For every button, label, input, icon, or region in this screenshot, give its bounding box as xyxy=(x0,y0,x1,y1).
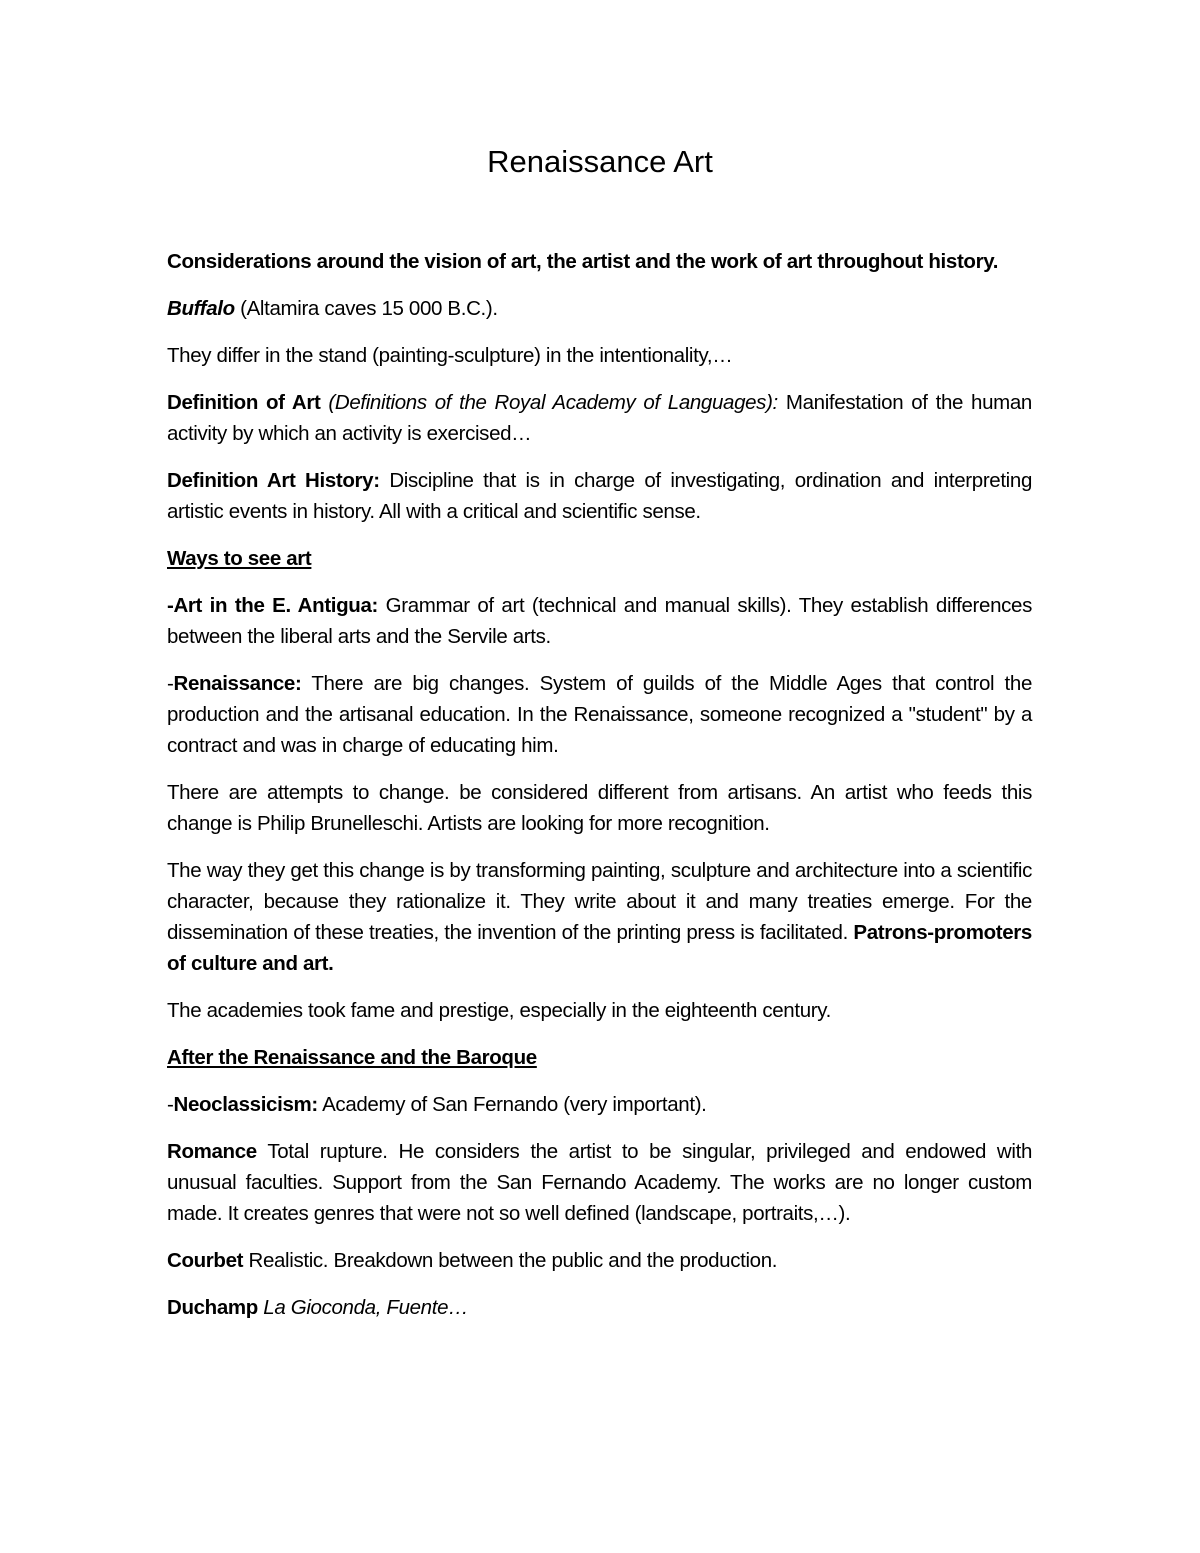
definition-art-paragraph xyxy=(167,387,1032,449)
buffalo-text: (Altamira caves 15 000 B.C.). xyxy=(234,297,498,320)
duchamp-term: Duchamp xyxy=(167,1296,258,1319)
differ-paragraph: They differ in the stand (painting-sculpture) in the intentionality,… xyxy=(167,344,733,367)
antigua-text: Grammar of art (technical and manual skills). They establish differences between the liberal arts and the Servile arts. xyxy=(167,594,1032,648)
renaissance-term: Renaissance: xyxy=(173,672,302,695)
way-text: The way they get this change is by transforming painting, sculpture and architecture into a scientific character, because they rationalize it. They write about it and many treaties emerge. For the dissemination of these treaties, the invention of the printing press is facilitated. xyxy=(167,859,1032,944)
buffalo-term: Buffalo xyxy=(167,297,235,320)
definition-art-source: (Definitions of the Royal Academy of Languages): xyxy=(320,391,778,414)
romance-term: Romance xyxy=(167,1140,257,1163)
heading-after-renaissance xyxy=(167,1042,1032,1073)
way-paragraph xyxy=(167,855,1032,979)
definition-art-term: Definition of Art xyxy=(167,391,321,414)
courbet-text: Realistic. Breakdown between the public and the production. xyxy=(243,1249,778,1272)
way-bold: Patrons-promoters of culture and art. xyxy=(167,921,1032,975)
romance-text: Total rupture. He considers the artist to be singular, privileged and endowed with unusual faculties. Support from the San Fernando Academy. The works are no longer custom made. It creates genres that were not so well defined (landscape, portraits,…). xyxy=(167,1140,1032,1225)
document-title: Renaissance Art xyxy=(487,144,713,179)
heading-ways-text: Ways to see art xyxy=(167,547,312,570)
definition-history-text: Discipline that is in charge of investigating, ordination and interpreting artistic events in history. All with a critical and scientific sense. xyxy=(167,469,1032,523)
neoclassicism-text: Academy of San Fernando (very important). xyxy=(317,1093,707,1116)
renaissance-text: There are big changes. System of guilds of the Middle Ages that control the production and the artisanal education. In the Renaissance, someone recognized a "student" by a contract and was in charge of educating him. xyxy=(167,672,1032,757)
antigua-term: -Art in the E. Antigua: xyxy=(167,594,379,617)
courbet-paragraph xyxy=(167,1245,1032,1276)
courbet-term: Courbet xyxy=(167,1249,244,1272)
antigua-paragraph xyxy=(167,590,1032,652)
romance-paragraph xyxy=(167,1136,1032,1229)
definition-history-paragraph xyxy=(167,465,1032,527)
renaissance-paragraph xyxy=(167,668,1032,761)
neoclassicism-prefix: - xyxy=(167,1093,174,1116)
renaissance-prefix: - xyxy=(167,672,174,695)
definition-history-term: Definition Art History: xyxy=(167,469,380,492)
neoclassicism-paragraph xyxy=(167,1089,1032,1120)
duchamp-paragraph xyxy=(167,1292,1032,1323)
definition-art-text: Manifestation of the human activity by which an activity is exercised… xyxy=(167,391,1032,445)
heading-ways-to-see-art xyxy=(167,543,1032,574)
neoclassicism-term: Neoclassicism: xyxy=(173,1093,318,1116)
heading-after-text: After the Renaissance and the Baroque xyxy=(167,1046,537,1069)
duchamp-text: La Gioconda, Fuente… xyxy=(257,1296,469,1319)
document-body xyxy=(167,246,1032,1339)
academies-paragraph: The academies took fame and prestige, especially in the eighteenth century. xyxy=(167,999,831,1022)
buffalo-paragraph xyxy=(167,293,1032,324)
attempts-paragraph: There are attempts to change. be considered different from artisans. An artist who feeds this change is Philip Brunelleschi. Artists are looking for more recognition. xyxy=(167,781,1032,835)
intro-paragraph: Considerations around the vision of art, the artist and the work of art throughout history. xyxy=(167,250,999,273)
